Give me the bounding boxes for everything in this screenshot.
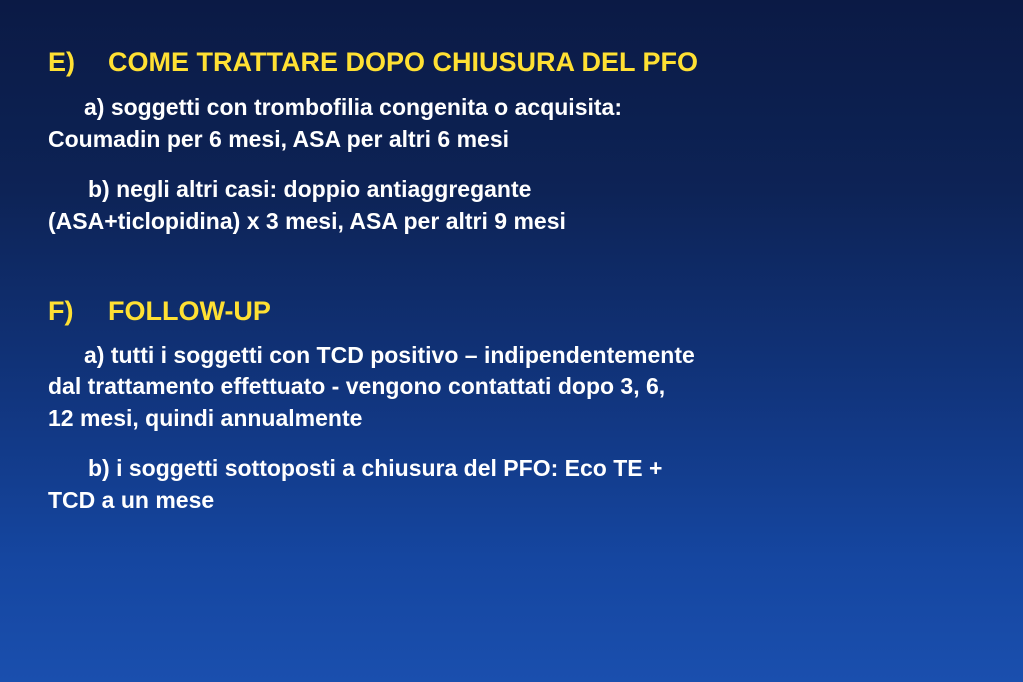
section-f-item-a [48,340,963,435]
spacer [48,166,963,174]
section-e-item-b-line1: b) negli altri casi: doppio antiaggregante [88,175,532,202]
section-f-heading: F) FOLLOW-UP [48,296,271,327]
spacer [48,445,963,453]
section-e-item-a [48,92,963,155]
section-f-item-b [48,453,963,516]
section-f-item-a-line2: dal trattamento effettuato - vengono contattati dopo 3, 6, [48,373,666,400]
section-gap [48,247,963,295]
section-e-item-b [48,174,963,237]
section-f-item-b-line1: b) i soggetti sottoposti a chiusura del PFO: Eco TE + [88,454,663,481]
section-e-item-a-line1: a) soggetti con trombofilia congenita o acquisita: [84,94,622,121]
section-e-item-a-line2: Coumadin per 6 mesi, ASA per altri 6 mesi [48,126,509,153]
section-f [48,295,963,516]
section-f-item-a-line1: a) tutti i soggetti con TCD positivo – indipendentemente [84,341,695,368]
section-e-item-b-line2: (ASA+ticlopidina) x 3 mesi, ASA per altri 9 mesi [48,207,566,234]
section-e-heading: E) COME TRATTARE DOPO CHIUSURA DEL PFO [48,47,699,77]
section-e [48,46,963,237]
section-f-item-a-line3: 12 mesi, quindi annualmente [48,405,363,432]
section-f-item-b-line2: TCD a un mese [48,486,215,513]
